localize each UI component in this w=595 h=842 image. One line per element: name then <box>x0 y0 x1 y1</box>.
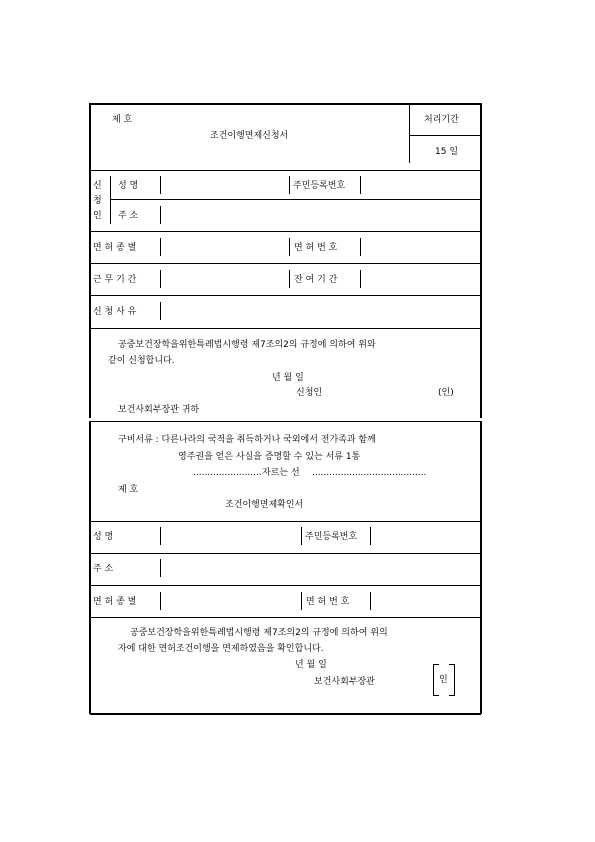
form2-name-label: 성 명 <box>93 532 114 542</box>
form1-proc-line <box>409 135 480 136</box>
form1-processing-value: 15 일 <box>435 147 459 157</box>
cut-dots-left: ........................ <box>193 468 262 478</box>
form1-body-left <box>89 328 91 418</box>
form1-side-char: 청 <box>93 196 102 206</box>
form1-cell-divider <box>160 206 161 224</box>
form1-cell-divider <box>160 176 161 194</box>
form1-rrn-label: 주민등록번호 <box>293 181 346 191</box>
form1-statement-2: 같이 신청합니다. <box>108 356 175 366</box>
form1-license-no-label: 면 허 번 호 <box>294 243 338 253</box>
form1-cell-divider <box>289 270 290 288</box>
form1-cell-divider <box>360 270 361 288</box>
form2-cell-divider <box>301 592 302 610</box>
form2-issuer: 보건사회부장관 <box>314 677 375 687</box>
form1-cell-divider <box>360 176 361 194</box>
form1-reason-label: 신 청 사 유 <box>93 307 137 317</box>
form2-bottom-border <box>90 713 481 715</box>
form1-cell-divider <box>289 176 290 194</box>
form1-body-right <box>480 328 482 418</box>
form2-row-line <box>90 617 481 618</box>
form2-statement-2: 자에 대한 면허조건이행을 면제하였음을 확인합니다. <box>118 644 324 654</box>
form2-cell-divider <box>370 527 371 545</box>
form1-address-label: 주 소 <box>118 211 139 221</box>
form1-row-line <box>110 199 481 200</box>
form2-license-no-label: 면 허 번 호 <box>306 597 350 607</box>
form1-row-line <box>90 295 481 296</box>
form1-cell-divider <box>160 270 161 288</box>
form2-cell-divider <box>160 559 161 577</box>
form2-title: 조건이행면제확인서 <box>225 500 304 510</box>
form1-cell-divider <box>360 238 361 256</box>
form1-side-char: 신 <box>93 181 102 191</box>
form1-docs-1: 구비서류 : 다른나라의 국적을 취득하거나 국외에서 전가족과 함께 <box>118 435 376 445</box>
form2-row-line <box>90 553 481 554</box>
form2-seal-box <box>433 664 455 696</box>
form2-cell-divider <box>370 592 371 610</box>
form1-license-type-label: 면 허 종 별 <box>93 243 137 253</box>
form1-body-bottom <box>90 421 481 422</box>
form1-cell-divider <box>160 238 161 256</box>
form2-right-border <box>480 521 482 714</box>
form2-address-label: 주 소 <box>93 564 114 574</box>
form2-row-line <box>90 585 481 586</box>
form2-date-line: 년 월 일 <box>295 660 327 670</box>
form2-cell-divider <box>160 527 161 545</box>
form1-name-label: 성 명 <box>118 181 139 191</box>
form1-statement-1: 공중보건장학을위한특례법시행령 제7조의2의 규정에 의하여 위와 <box>118 340 376 350</box>
form2-rrn-label: 주민등록번호 <box>305 532 358 542</box>
form1-docs-left <box>89 421 91 521</box>
form1-applicant-label: 신청인 <box>296 388 323 398</box>
form2-license-type-label: 면 허 종 별 <box>93 597 137 607</box>
form2-receipt-no: 제 호 <box>118 485 139 495</box>
form1-cell-divider <box>160 302 161 320</box>
form2-row-line <box>90 521 481 522</box>
form1-receipt-no: 제 호 <box>112 115 133 125</box>
form1-date-line: 년 월 일 <box>272 373 304 383</box>
form2-cell-divider <box>301 527 302 545</box>
form1-row-line <box>90 231 481 232</box>
cut-line-label: 자르는 선 <box>262 468 300 478</box>
cut-dots-right: ........................................ <box>312 468 427 478</box>
form1-proc-divider <box>409 103 410 163</box>
form2-cell-divider <box>160 592 161 610</box>
form2-statement-1: 공중보건장학을위한특례법시행령 제7조의2의 규정에 의하여 위의 <box>130 628 388 638</box>
form1-cell-divider <box>289 238 290 256</box>
form1-processing-label: 처리기간 <box>424 115 459 125</box>
form1-docs-right <box>480 421 482 521</box>
form1-remaining-period-label: 잔 여 기 간 <box>294 275 338 285</box>
form1-service-period-label: 근 무 기 간 <box>93 275 137 285</box>
form1-seal-label: (인) <box>438 388 454 398</box>
form1-recipient: 보건사회부장관 귀하 <box>118 405 200 415</box>
form1-row-line <box>90 328 481 329</box>
form1-docs-2: 영주권을 얻은 사실을 증명할 수 있는 서류 1통 <box>178 452 361 462</box>
form1-side-char: 인 <box>93 211 102 221</box>
form1-side-divider <box>110 176 111 224</box>
form1-row-line <box>90 170 481 171</box>
form2-left-border <box>89 521 91 714</box>
form1-top-border <box>90 103 481 105</box>
form2-seal-label: 인 <box>439 675 448 685</box>
form1-title: 조건이행면제신청서 <box>210 131 289 141</box>
form1-row-line <box>90 263 481 264</box>
